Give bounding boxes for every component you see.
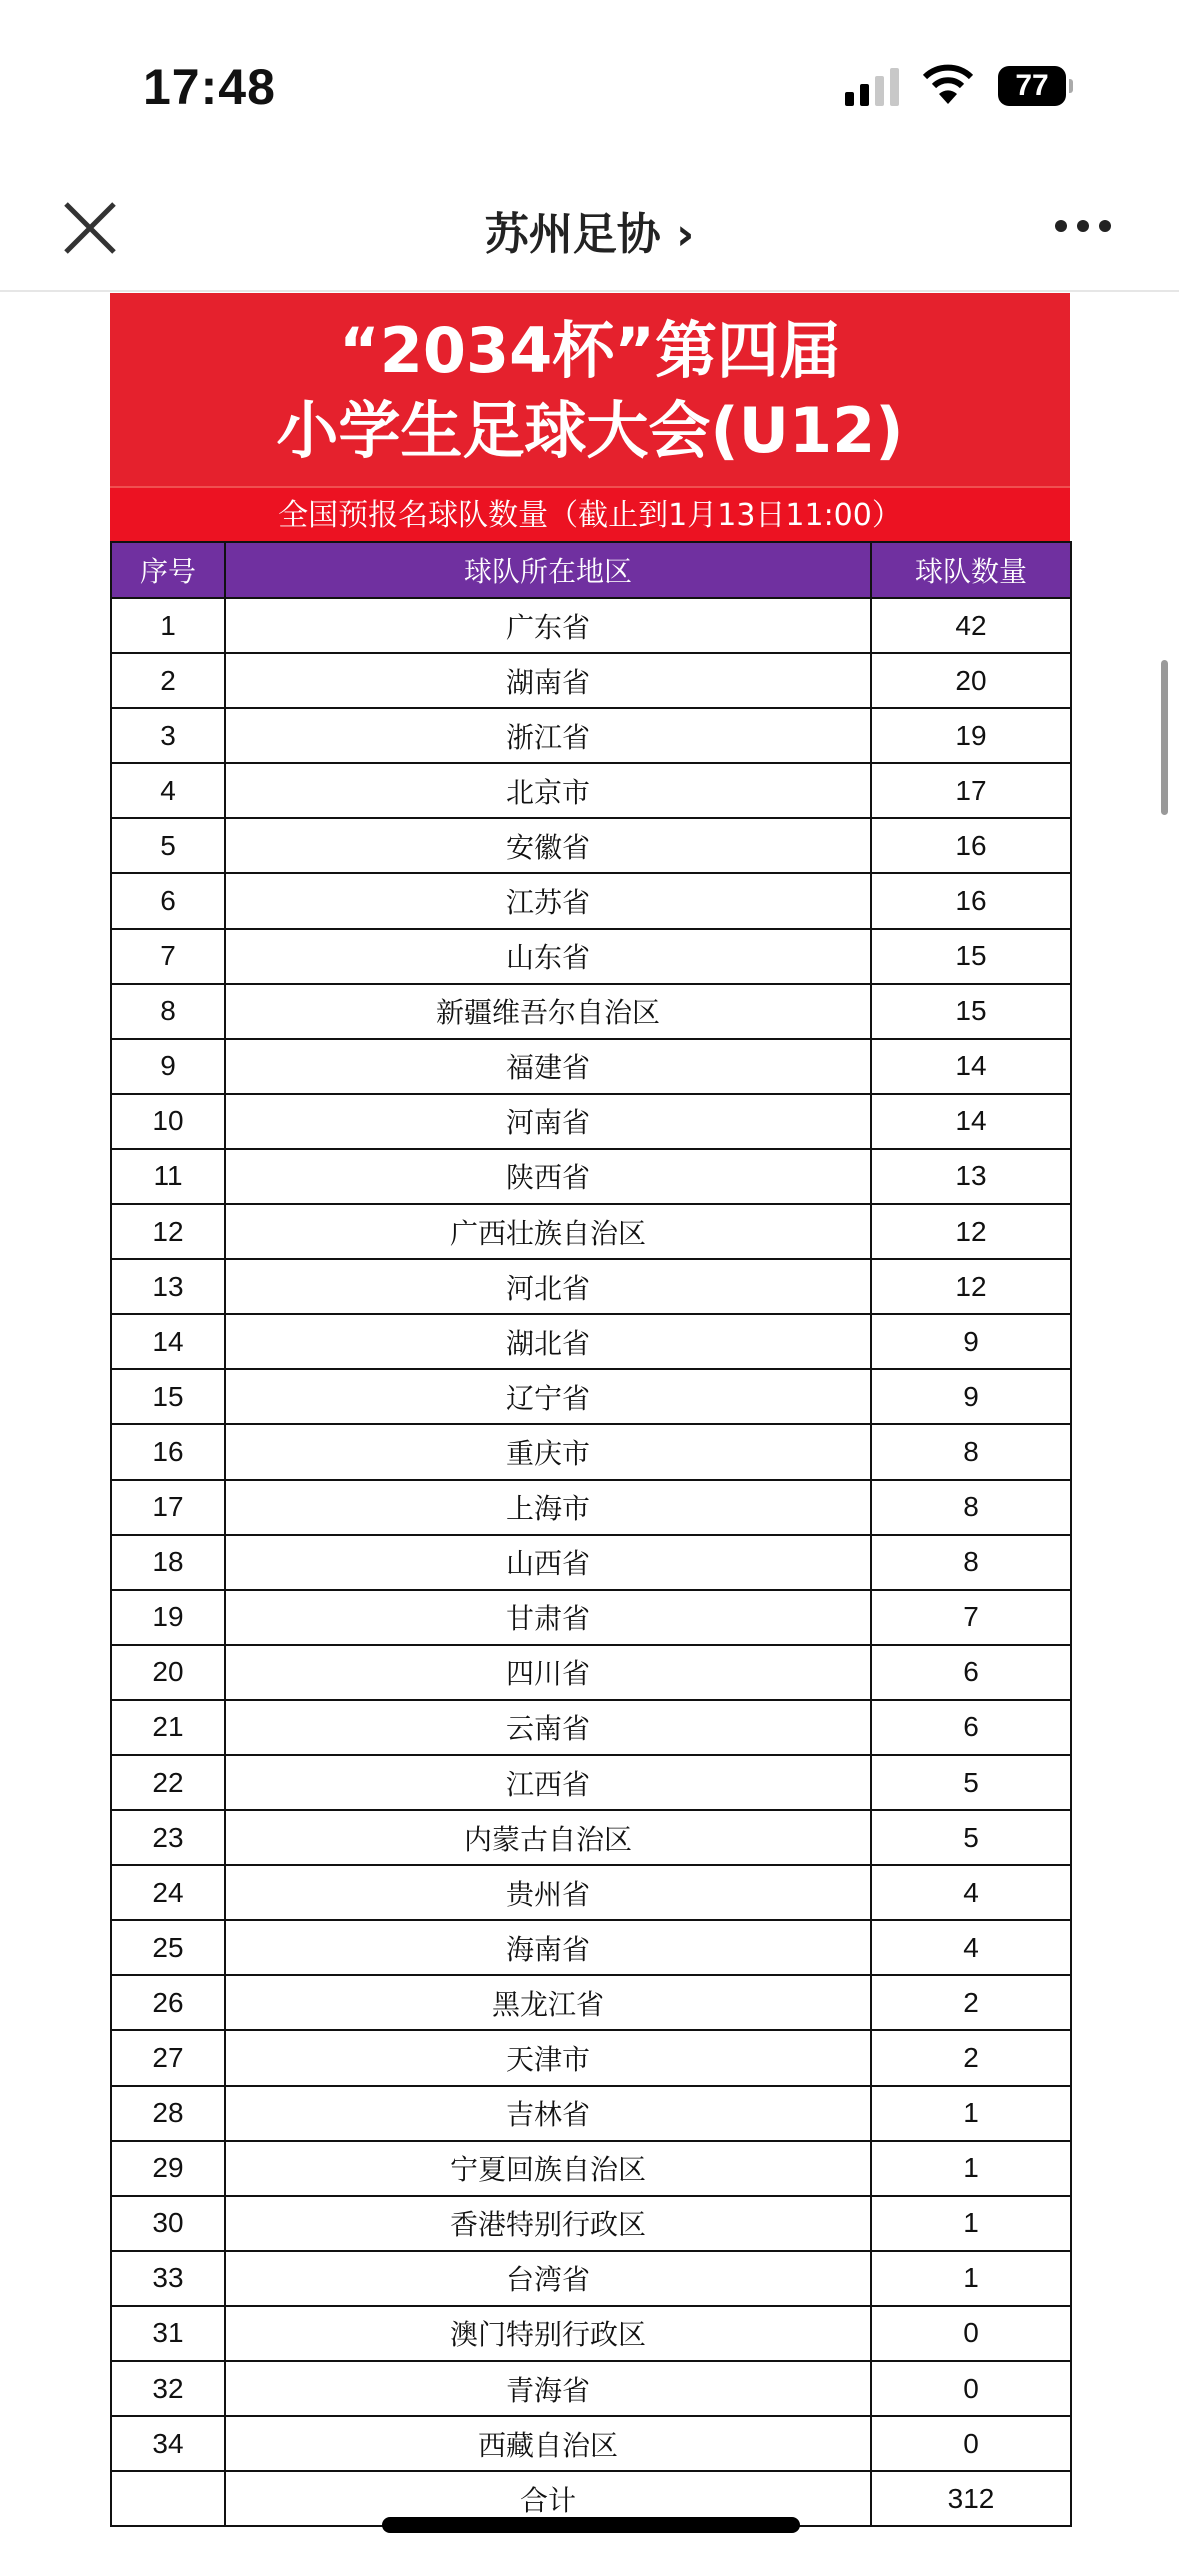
row-count: 19 [871, 708, 1071, 763]
clock: 17:48 [143, 59, 276, 115]
banner-title-line2: 小学生足球大会(U12) [276, 394, 904, 467]
row-count: 15 [871, 984, 1071, 1039]
table-row [111, 1369, 1071, 1424]
row-count: 17 [871, 763, 1071, 818]
row-index: 28 [111, 2086, 225, 2141]
table-row [111, 2141, 1071, 2196]
row-count: 7 [871, 1590, 1071, 1645]
row-count: 4 [871, 1920, 1071, 1975]
total-index [111, 2471, 225, 2526]
row-index: 15 [111, 1369, 225, 1424]
table-row [111, 1810, 1071, 1865]
row-region: 海南省 [225, 1920, 871, 1975]
table-row [111, 1920, 1071, 1975]
row-count: 14 [871, 1094, 1071, 1149]
row-count: 0 [871, 2306, 1071, 2361]
row-region: 福建省 [225, 1039, 871, 1094]
row-region: 新疆维吾尔自治区 [225, 984, 871, 1039]
table-row [111, 653, 1071, 708]
column-header-count: 球队数量 [871, 542, 1071, 598]
row-region: 陕西省 [225, 1149, 871, 1204]
table-row [111, 1149, 1071, 1204]
row-count: 5 [871, 1755, 1071, 1810]
row-index: 24 [111, 1865, 225, 1920]
row-region: 黑龙江省 [225, 1975, 871, 2030]
row-count: 13 [871, 1149, 1071, 1204]
row-index: 4 [111, 763, 225, 818]
row-region: 宁夏回族自治区 [225, 2141, 871, 2196]
table-row [111, 1700, 1071, 1755]
row-region: 浙江省 [225, 708, 871, 763]
table-row [111, 1975, 1071, 2030]
table-row [111, 1645, 1071, 1700]
row-region: 安徽省 [225, 818, 871, 873]
home-indicator[interactable] [382, 2517, 800, 2533]
row-count: 15 [871, 929, 1071, 984]
table-row [111, 1314, 1071, 1369]
row-count: 8 [871, 1535, 1071, 1590]
row-region: 青海省 [225, 2361, 871, 2416]
row-index: 17 [111, 1480, 225, 1535]
row-count: 6 [871, 1700, 1071, 1755]
table-row [111, 1865, 1071, 1920]
row-index: 2 [111, 653, 225, 708]
table-row [111, 2416, 1071, 2471]
table-row [111, 1094, 1071, 1149]
row-count: 42 [871, 598, 1071, 653]
row-region: 河南省 [225, 1094, 871, 1149]
row-region: 重庆市 [225, 1424, 871, 1479]
table-row [111, 1204, 1071, 1259]
row-region: 台湾省 [225, 2251, 871, 2306]
row-count: 20 [871, 653, 1071, 708]
row-index: 34 [111, 2416, 225, 2471]
row-index: 5 [111, 818, 225, 873]
battery-icon: 77 [998, 66, 1066, 106]
row-index: 6 [111, 873, 225, 928]
row-index: 33 [111, 2251, 225, 2306]
table-row [111, 929, 1071, 984]
table-row [111, 2251, 1071, 2306]
row-count: 1 [871, 2141, 1071, 2196]
row-index: 18 [111, 1535, 225, 1590]
row-region: 广西壮族自治区 [225, 1204, 871, 1259]
row-region: 香港特别行政区 [225, 2196, 871, 2251]
row-index: 14 [111, 1314, 225, 1369]
row-index: 25 [111, 1920, 225, 1975]
row-count: 8 [871, 1424, 1071, 1479]
row-index: 21 [111, 1700, 225, 1755]
table-row [111, 1039, 1071, 1094]
table-subtitle: 全国预报名球队数量（截止到1月13日11:00） [110, 486, 1070, 541]
row-index: 32 [111, 2361, 225, 2416]
row-index: 26 [111, 1975, 225, 2030]
row-region: 河北省 [225, 1259, 871, 1314]
row-region: 江苏省 [225, 873, 871, 928]
nav-bar [0, 170, 1179, 292]
row-region: 澳门特别行政区 [225, 2306, 871, 2361]
row-region: 天津市 [225, 2030, 871, 2085]
row-count: 0 [871, 2416, 1071, 2471]
row-index: 1 [111, 598, 225, 653]
registration-table [110, 541, 1072, 2527]
row-region: 辽宁省 [225, 1369, 871, 1424]
more-icon[interactable] [1055, 220, 1111, 232]
row-index: 10 [111, 1094, 225, 1149]
column-header-region: 球队所在地区 [225, 542, 871, 598]
table-row [111, 984, 1071, 1039]
row-index: 9 [111, 1039, 225, 1094]
total-value: 312 [871, 2471, 1071, 2526]
row-index: 19 [111, 1590, 225, 1645]
row-count: 2 [871, 2030, 1071, 2085]
status-bar [0, 0, 1179, 170]
row-region: 甘肃省 [225, 1590, 871, 1645]
row-count: 1 [871, 2251, 1071, 2306]
table-row [111, 1755, 1071, 1810]
row-count: 9 [871, 1314, 1071, 1369]
account-name: 苏州足协 [484, 209, 661, 260]
table-row [111, 1535, 1071, 1590]
row-region: 云南省 [225, 1700, 871, 1755]
row-count: 12 [871, 1204, 1071, 1259]
row-count: 0 [871, 2361, 1071, 2416]
table-row [111, 1259, 1071, 1314]
row-count: 16 [871, 873, 1071, 928]
table-row [111, 1424, 1071, 1479]
table-row [111, 2361, 1071, 2416]
row-region: 西藏自治区 [225, 2416, 871, 2471]
table-row [111, 818, 1071, 873]
row-index: 13 [111, 1259, 225, 1314]
row-index: 30 [111, 2196, 225, 2251]
column-header-index: 序号 [111, 542, 225, 598]
scrollbar[interactable] [1161, 660, 1168, 815]
row-region: 山东省 [225, 929, 871, 984]
registration-table-image [110, 293, 1070, 2527]
table-row [111, 1480, 1071, 1535]
banner-title-line1: “2034杯”第四届 [338, 314, 842, 387]
row-count: 1 [871, 2196, 1071, 2251]
table-row [111, 2086, 1071, 2141]
row-region: 内蒙古自治区 [225, 1810, 871, 1865]
row-index: 8 [111, 984, 225, 1039]
row-index: 31 [111, 2306, 225, 2361]
row-region: 湖北省 [225, 1314, 871, 1369]
row-index: 12 [111, 1204, 225, 1259]
row-region: 江西省 [225, 1755, 871, 1810]
row-index: 3 [111, 708, 225, 763]
row-count: 4 [871, 1865, 1071, 1920]
table-row [111, 1590, 1071, 1645]
chevron-right-icon: › [676, 209, 695, 260]
row-count: 1 [871, 2086, 1071, 2141]
row-region: 北京市 [225, 763, 871, 818]
row-region: 山西省 [225, 1535, 871, 1590]
row-count: 5 [871, 1810, 1071, 1865]
wifi-icon [922, 62, 974, 106]
row-index: 27 [111, 2030, 225, 2085]
row-count: 6 [871, 1645, 1071, 1700]
row-region: 吉林省 [225, 2086, 871, 2141]
table-row [111, 2196, 1071, 2251]
row-count: 9 [871, 1369, 1071, 1424]
row-region: 贵州省 [225, 1865, 871, 1920]
row-count: 2 [871, 1975, 1071, 2030]
row-region: 上海市 [225, 1480, 871, 1535]
cellular-signal-icon [845, 66, 899, 106]
total-label: 合计 [225, 2471, 871, 2526]
table-row [111, 2306, 1071, 2361]
row-count: 8 [871, 1480, 1071, 1535]
row-region: 广东省 [225, 598, 871, 653]
row-index: 16 [111, 1424, 225, 1479]
row-count: 12 [871, 1259, 1071, 1314]
table-row [111, 763, 1071, 818]
row-index: 29 [111, 2141, 225, 2196]
event-banner [110, 293, 1070, 486]
table-row [111, 598, 1071, 653]
row-region: 四川省 [225, 1645, 871, 1700]
account-title-link[interactable] [0, 198, 1179, 262]
row-index: 22 [111, 1755, 225, 1810]
row-count: 14 [871, 1039, 1071, 1094]
row-region: 湖南省 [225, 653, 871, 708]
table-row [111, 708, 1071, 763]
table-row [111, 2030, 1071, 2085]
row-index: 23 [111, 1810, 225, 1865]
row-index: 7 [111, 929, 225, 984]
row-count: 16 [871, 818, 1071, 873]
row-index: 11 [111, 1149, 225, 1204]
row-index: 20 [111, 1645, 225, 1700]
table-row [111, 873, 1071, 928]
